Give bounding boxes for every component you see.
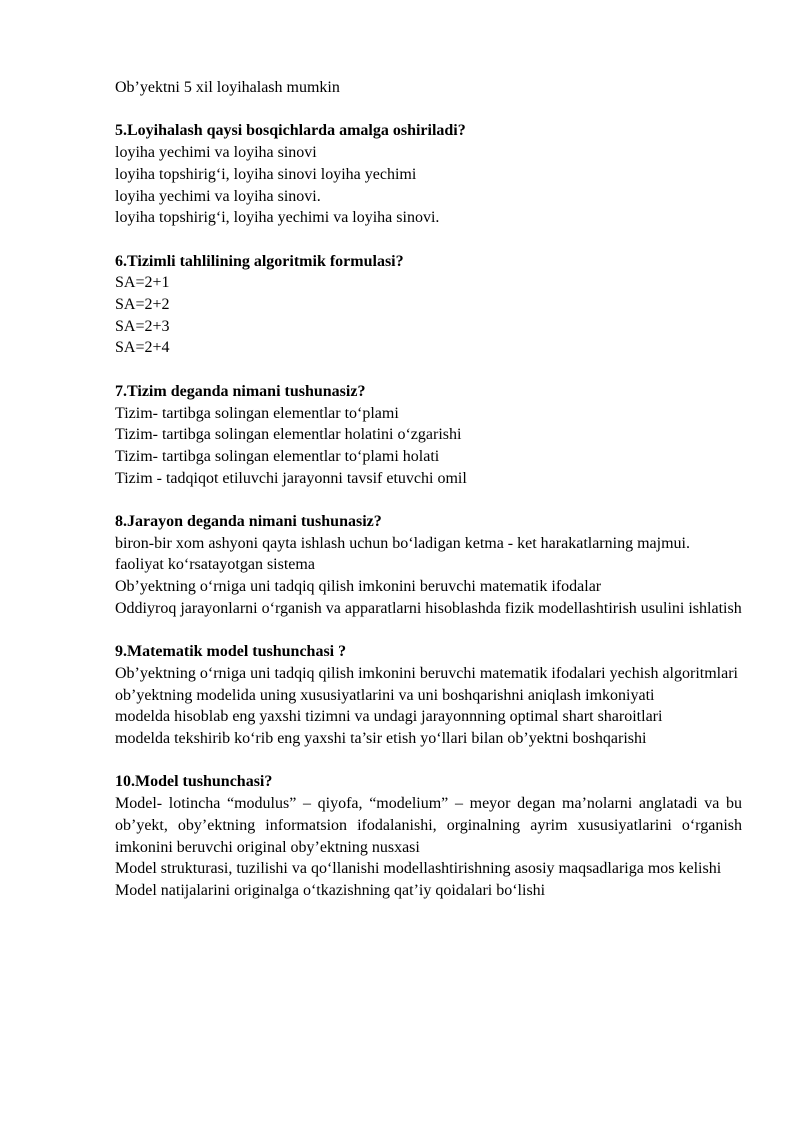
answer-option: loyiha yechimi va loyiha sinovi.: [115, 187, 321, 205]
answer-option: modelda hisoblab eng yaxshi tizimni va undagi jarayonnning optimal shart sharoitlari: [115, 708, 663, 726]
answer-option: Model- lotincha “modulus” – qiyofa, “modelium” – meyor degan ma’nolarni anglatadi va bu ob’yekt, oby’ektning informatsion ifodalanishi, orginalning ayrim xususiyatlarini o‘rganish imkonini beruvchi original oby’ektning nusxasi: [115, 795, 742, 856]
answer-option: modelda tekshirib ko‘rib eng yaxshi ta’sir etish yo‘llari bilan ob’yektni boshqarishi: [115, 730, 647, 748]
question-title: 10.Model tushunchasi?: [115, 773, 273, 791]
answer-option: Tizim- tartibga solingan elementlar to‘plami holati: [115, 447, 440, 465]
answer-option: faoliyat ko‘rsatayotgan sistema: [115, 556, 315, 574]
answer-option: SA=2+3: [115, 317, 170, 335]
answer-option: Oddiyroq jarayonlarni o‘rganish va apparatlarni hisoblashda fizik modellashtirish usulini ishlatish: [115, 599, 742, 617]
answer-option: loyiha topshirig‘i, loyiha yechimi va loyiha sinovi.: [115, 209, 440, 227]
question-title: 6.Tizimli tahlilining algoritmik formulasi?: [115, 252, 404, 270]
question-7: [115, 381, 742, 490]
intro-text: Ob’yektni 5 xil loyihalash mumkin: [115, 79, 340, 96]
question-title: 7.Tizim deganda nimani tushunasiz?: [115, 382, 366, 400]
spacer: [115, 359, 742, 381]
spacer: [115, 229, 742, 251]
question-10: [115, 771, 742, 901]
answer-option: Ob’yektning o‘rniga uni tadqiq qilish imkonini beruvchi matematik ifodalar: [115, 578, 602, 596]
spacer: [115, 620, 742, 642]
spacer: [115, 489, 742, 511]
spacer: [115, 99, 742, 121]
answer-option: SA=2+1: [115, 274, 170, 292]
question-9: [115, 641, 742, 750]
question-6: [115, 251, 742, 360]
answer-option: Model strukturasi, tuzilishi va qo‘llanishi modellashtirishning asosiy maqsadlariga mos kelishi: [115, 860, 722, 878]
question-title: 5.Loyihalash qaysi bosqichlarda amalga oshiriladi?: [115, 122, 466, 140]
question-title: 8.Jarayon deganda nimani tushunasiz?: [115, 513, 382, 530]
answer-option: Tizim - tadqiqot etiluvchi jarayonni tavsif etuvchi omil: [115, 469, 467, 487]
question-8: [115, 511, 742, 620]
spacer: [115, 750, 742, 772]
answer-option: SA=2+2: [115, 296, 170, 313]
answer-option: Tizim- tartibga solingan elementlar to‘plami: [115, 404, 399, 422]
document-body: [115, 77, 742, 902]
answer-option: SA=2+4: [115, 339, 170, 357]
answer-option: biron-bir xom ashyoni qayta ishlash uchun bo‘ladigan ketma - ket harakatlarning majmui.: [115, 534, 690, 552]
answer-option: loyiha topshirig‘i, loyiha sinovi loyiha yechimi: [115, 165, 417, 183]
answer-option: Tizim- tartibga solingan elementlar holatini o‘zgarishi: [115, 426, 462, 444]
answer-option: Ob’yektning o‘rniga uni tadqiq qilish imkonini beruvchi matematik ifodalari yechish algoritmlari: [115, 664, 738, 682]
question-title: 9.Matematik model tushunchasi ?: [115, 643, 347, 661]
answer-option: ob’yektning modelida uning xususiyatlarini va uni boshqarishni aniqlash imkoniyati: [115, 686, 655, 704]
question-5: [115, 120, 742, 229]
answer-option: Model natijalarini originalga o‘tkazishning qat’iy qoidalari bo‘lishi: [115, 881, 546, 899]
answer-option: loyiha yechimi va loyiha sinovi: [115, 144, 317, 162]
